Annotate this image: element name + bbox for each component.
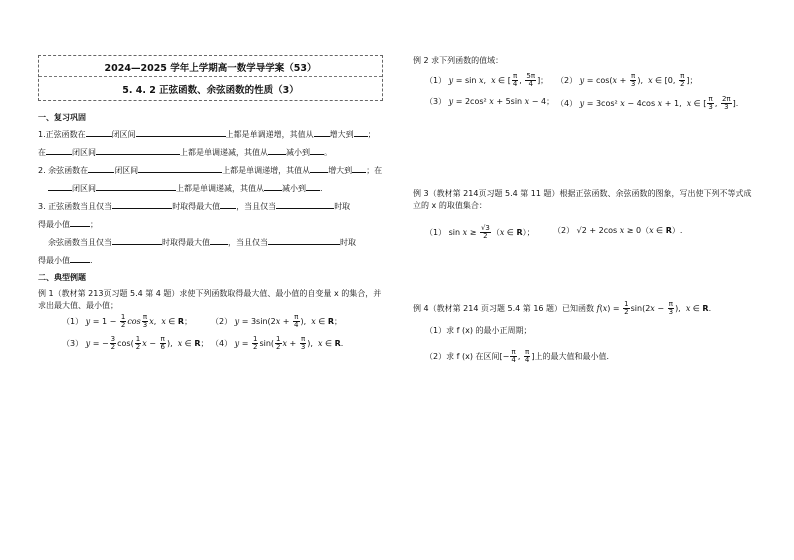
example4-q1: （1）求 f (x) 的最小正周期； <box>425 326 532 335</box>
example2-item1: （1） y = sin x, x ∈ [ $\frac{\pi}{4}$ , $\frac{5\pi}{4}$ ]； <box>425 72 549 88</box>
left-column <box>38 55 383 351</box>
blank[interactable] <box>268 236 340 245</box>
example1-text: 例 1（教材第 213页习题 5.4 第 4 题）求使下列函数取得最大值、最小值的自变量 x 的集合，并 <box>38 289 382 298</box>
lesson-title: 5. 4. 2 正弦函数、余弦函数的性质（3） <box>122 85 299 96</box>
blank[interactable] <box>352 164 366 173</box>
header-box <box>38 55 383 101</box>
review-q3-line4: 得最小值 . <box>38 256 93 265</box>
review-q3-line1: 3. 正弦函数当且仅当 时取得最大值 ，当且仅当 时取 <box>38 202 351 211</box>
blank[interactable] <box>264 182 282 191</box>
blank[interactable] <box>310 164 328 173</box>
example1-item2: （2） y = 3sin(2x + $\frac{\pi}{4}$ ), x ∈ R； <box>211 313 343 329</box>
example3-text-cont: 立的 x 的取值集合： <box>413 201 487 210</box>
blank[interactable] <box>96 182 176 191</box>
blank[interactable] <box>96 146 180 155</box>
review-q3-line3: 余弦函数当且仅当 时取得最大值 ，当且仅当 时取 <box>48 238 356 247</box>
blank[interactable] <box>138 164 222 173</box>
header-title: 2024—2025 学年上学期高一数学导学案（53） <box>104 63 317 74</box>
example3-item2: （2） √2 + 2cos x ≥ 0（x ∈ R）. <box>553 226 683 235</box>
blank[interactable] <box>276 200 334 209</box>
example2-item4: （4） y = 3cos² x − 4cos x + 1, x ∈ [ $\frac{\pi}{3}$ , $\frac{2\pi}{3}$ ]. <box>556 95 739 111</box>
blank[interactable] <box>310 146 324 155</box>
blank[interactable] <box>268 146 286 155</box>
blank[interactable] <box>314 128 330 137</box>
blank[interactable] <box>112 200 172 209</box>
blank[interactable] <box>46 146 72 155</box>
blank[interactable] <box>70 254 90 263</box>
blank[interactable] <box>86 128 112 137</box>
review-q2-line1: 2. 余弦函数在 闭区间 上都是单调递增，其值从 增大到 ；在 <box>38 166 383 175</box>
header-divider <box>39 76 382 77</box>
blank[interactable] <box>306 182 320 191</box>
blank[interactable] <box>354 128 368 137</box>
review-q1-line2: 在 闭区间 上都是单调递减，其值从 减小到 。 <box>38 148 332 157</box>
review-q1-line1: 1.正弦函数在 闭区间 上都是单调递增，其值从 增大到 ； <box>38 130 376 139</box>
example1-text-cont: 求出最大值、最小值； <box>38 301 118 310</box>
example1-item1: （1） y = 1 − $\frac{1}{2}$ cos $\frac{\pi}{3}$ x, x ∈ R； <box>62 313 193 329</box>
blank[interactable] <box>112 236 162 245</box>
example4-q2: （2）求 f (x) 在区间[− $\frac{\pi}{4}$ , $\frac{\pi}{4}$ ]上的最大值和最小值． <box>425 348 615 364</box>
blank[interactable] <box>136 128 226 137</box>
example2-item3: （3） y = 2cos² x + 5sin x − 4； <box>425 97 555 106</box>
example1-item4: （4） y = $\frac{1}{2}$ sin( $\frac{1}{2}$ x + $\frac{\pi}{3}$ ), x ∈ R. <box>211 335 344 351</box>
blank[interactable] <box>220 200 236 209</box>
blank[interactable] <box>88 164 114 173</box>
blank[interactable] <box>70 218 90 227</box>
review-q2-line2: 闭区间 上都是单调递减，其值从 减小到 . <box>48 182 323 194</box>
example4-title: 例 4（教材第 214 页习题 5.4 第 16 题）已知函数 f(x) = $\frac{1}{2}$ sin(2x − $\frac{\pi}{3}$ ), x ∈ R. <box>413 300 712 316</box>
review-heading: 一、复习巩固 <box>38 113 86 122</box>
blank[interactable] <box>48 182 72 191</box>
blank[interactable] <box>210 236 228 245</box>
example3-item1: （1） sin x ≥ $\frac{√3}{2}$ （x ∈ R）； <box>425 224 535 240</box>
example2-item2: （2） y = cos(x + $\frac{\pi}{3}$ ), x ∈ [0, $\frac{\pi}{2}$ ]； <box>556 72 698 88</box>
example1-item3: （3） y = − $\frac{3}{2}$ cos( $\frac{1}{2}$ x − $\frac{\pi}{6}$ ), x ∈ R； <box>62 335 209 351</box>
review-q3-line2: 得最小值 ； <box>38 220 98 229</box>
examples-heading: 二、典型例题 <box>38 273 86 282</box>
example3-text: 例 3（教材第 214页习题 5.4 第 11 题）根据正弦函数、余弦函数的图象，写出使下列不等式成 <box>413 189 752 198</box>
example2-title: 例 2 求下列函数的值域： <box>413 56 504 65</box>
